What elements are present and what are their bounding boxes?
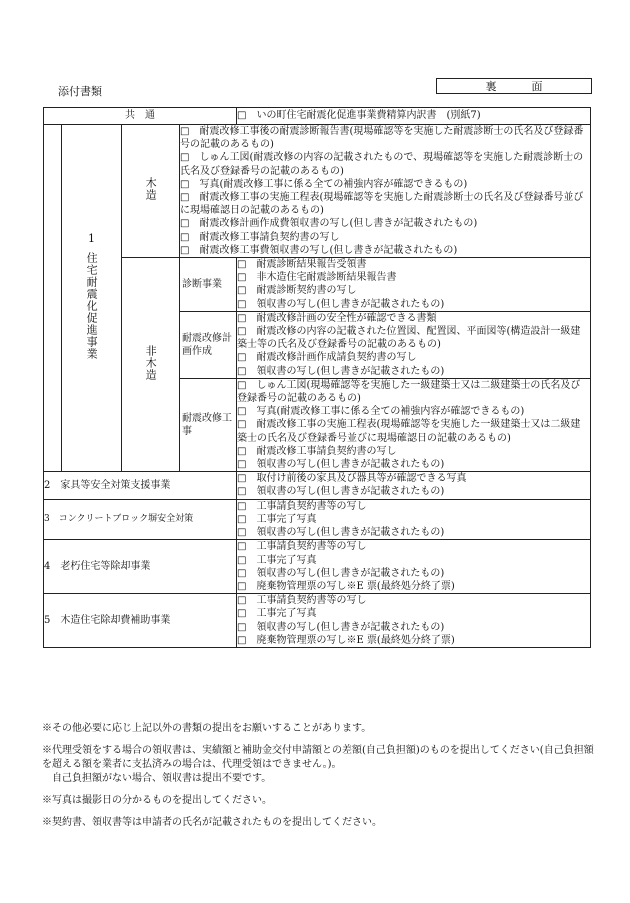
section5-row <box>44 594 591 648</box>
section3-item: □ 工事完了写真 <box>237 513 317 525</box>
section5-item: □ 領収書の写し(但し書きが記載されたもの) <box>237 621 445 633</box>
section4-item: □ 領収書の写し(但し書きが記載されたもの) <box>237 567 445 579</box>
wood-label: 木造 <box>144 176 158 201</box>
note-proxy-receipt-text: ※代理受領をする場合の領収書は、実績額と補助金交付申請額との差額(自己負担額)のものを提出してください(自己負担額を超える額を業者に支払済みの場合は、代理受領はできません。)。 <box>42 745 594 770</box>
wood-item: □ しゅん工図(耐震改修の内容の記載されたもので、現場確認等を実施した耐震診断士の氏名及び登録番号の記載のあるもの) <box>180 152 584 177</box>
wood-item: □ 耐震改修工事請負契約書の写し <box>180 231 340 243</box>
section2-row <box>44 472 591 499</box>
section2-items <box>237 472 591 499</box>
section1-number: 1 <box>88 232 95 246</box>
construction-items <box>237 378 591 471</box>
section4-item: □ 工事請負契約書等の写し <box>237 541 367 553</box>
common-label: 共 通 <box>44 108 237 125</box>
section4-item: □ 工事完了写真 <box>237 554 317 566</box>
nonwood-label: 非木造 <box>144 344 158 381</box>
note-photo-date: ※写真は撮影日の分かるものを提出してください。 <box>42 795 272 806</box>
plan-item: □ 耐震改修計画の安全性が確認できる書類 <box>237 312 437 324</box>
section2-label: 2 家具等安全対策支援事業 <box>44 472 237 499</box>
plan-label: 耐震改修計画作成 <box>180 311 237 378</box>
diagnosis-label: 診断事業 <box>180 258 237 312</box>
note-applicant-name: ※契約書、領収書等は申請者の氏名が記載されたものを提出してください。 <box>42 817 382 828</box>
attachment-title: 添付書類 <box>58 85 102 98</box>
plan-items <box>237 311 591 378</box>
construction-label: 耐震改修工事 <box>180 378 237 471</box>
note-no-self-payment: 自己負担額がない場合、領収書は提出不要です。 <box>42 773 272 784</box>
section3-row <box>44 499 591 540</box>
section3-label: 3 コンクリートブロック塀安全対策 <box>44 499 237 540</box>
plan-item: □ 耐震改修計画作成請負契約書の写し <box>237 352 417 364</box>
note-proxy-receipt <box>42 744 602 786</box>
diagnosis-items <box>237 258 591 312</box>
nonwood-label-cell <box>122 258 180 472</box>
section4-row <box>44 540 591 594</box>
construction-item: □ しゅん工図(現場確認等を実施した一級建築士又は二級建築士の氏名及び登録番号の記載のあるもの) <box>237 379 581 405</box>
common-item: □ いの町住宅耐震化促進事業費精算内訳書 (別紙7) <box>237 108 591 125</box>
section5-items <box>237 594 591 648</box>
wood-row <box>44 125 591 258</box>
construction-item: □ 写真(耐震改修工事に係る全ての補強内容が確認できるもの) <box>237 406 525 418</box>
section5-label: 5 木造住宅除却費補助事業 <box>44 594 237 648</box>
section3-item: □ 領収書の写し(但し書きが記載されたもの) <box>237 527 445 539</box>
wood-item: □ 耐震改修工事費領収書の写し(但し書きが記載されたもの) <box>180 244 458 256</box>
construction-item: □ 領収書の写し(但し書きが記載されたもの) <box>237 459 445 471</box>
notes-section <box>42 722 602 830</box>
section1-title-cell <box>62 125 122 472</box>
section2-item: □ 取付け前後の家具及び器具等が確認できる写真 <box>237 473 467 485</box>
plan-item: □ 耐震改修の内容の記載された位置図、配置図、平面図等(構造設計一級建築士等の氏名及び登録番号の記載のあるもの) <box>237 326 581 351</box>
section2-item: □ 領収書の写し(但し書きが記載されたもの) <box>237 486 445 498</box>
section4-item: □ 廃棄物管理票の写し※E 票(最終処分終了票) <box>237 580 455 592</box>
diagnosis-item: □ 非木造住宅耐震診断結果報告書 <box>237 272 397 284</box>
wood-item: □ 耐震改修工事後の耐震診断報告書(現場確認等を実施した耐震診断士の氏名及び登録番号の記載のあるもの) <box>180 126 584 151</box>
wood-item: □ 耐震改修工事の実施工程表(現場確認等を実施した耐震診断士の氏名及び登録番号並びに現場確認日の記載のあるもの) <box>180 192 584 217</box>
wood-item: □ 写真(耐震改修工事に係る全ての補強内容が確認できるもの) <box>180 178 468 190</box>
reverse-side-label: 裏 面 <box>436 78 592 94</box>
nonwood-diagnosis-row <box>44 258 591 312</box>
section5-item: □ 廃棄物管理票の写し※E 票(最終処分終了票) <box>237 634 455 646</box>
section1-title: 住宅耐震化促進事業 <box>85 251 99 360</box>
section3-items <box>237 499 591 540</box>
section5-item: □ 工事請負契約書等の写し <box>237 595 367 607</box>
common-row <box>44 108 591 125</box>
section3-item: □ 工事請負契約書等の写し <box>237 500 367 512</box>
diagnosis-item: □ 耐震診断結果報告受領書 <box>237 259 367 271</box>
plan-item: □ 領収書の写し(但し書きが記載されたもの) <box>237 365 445 377</box>
attachment-table <box>43 107 591 648</box>
wood-item: □ 耐震改修計画作成費領収書の写し(但し書きが記載されたもの) <box>180 218 478 230</box>
construction-item: □ 耐震改修工事請負契約書の写し <box>237 445 397 457</box>
section4-label: 4 老朽住宅等除却事業 <box>44 540 237 594</box>
section5-item: □ 工事完了写真 <box>237 608 317 620</box>
note-other-documents: ※その他必要に応じ上記以外の書類の提出をお願いすることがあります。 <box>42 723 372 734</box>
diagnosis-item: □ 耐震診断契約書の写し <box>237 285 357 297</box>
construction-item: □ 耐震改修工事の実施工程表(現場確認等を実施した一級建築士又は二級建築士の氏名及び登録番号並びに現場確認日の記載のあるもの) <box>237 419 581 444</box>
wood-items <box>180 125 591 258</box>
section1-spacer <box>44 125 62 472</box>
diagnosis-item: □ 領収書の写し(但し書きが記載されたもの) <box>237 298 445 310</box>
section4-items <box>237 540 591 594</box>
wood-label-cell <box>122 125 180 258</box>
